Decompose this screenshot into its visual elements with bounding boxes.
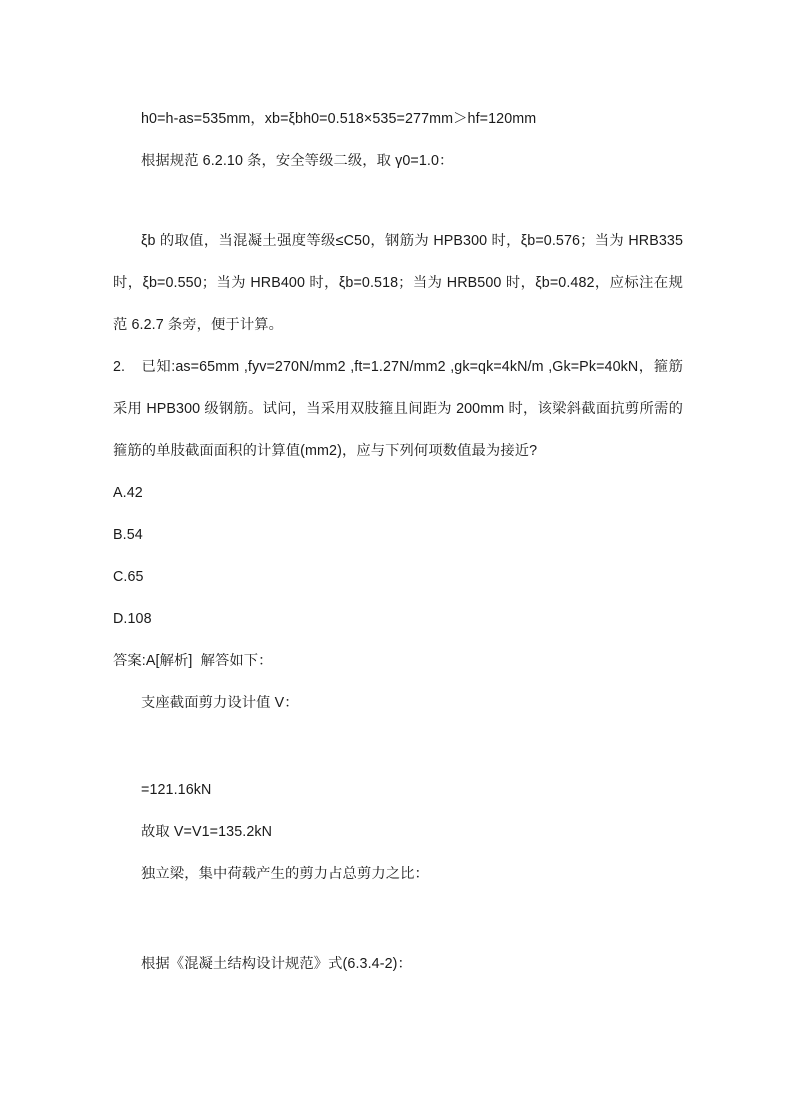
formula-image-slot-gamma — [113, 182, 683, 220]
formula-image-slot-ratio — [113, 895, 683, 943]
solution-ratio-note: 独立梁，集中荷载产生的剪力占总剪力之比： — [141, 866, 429, 882]
document-body — [113, 98, 683, 985]
solution-result-v: =121.16kN — [141, 782, 212, 798]
solution-step-shear-design: 支座截面剪力设计值 V： — [141, 695, 299, 711]
solution-code-reference: 根据《混凝土结构设计规范》式(6.3.4-2)： — [141, 956, 412, 972]
code-clause-6-2-10-line: 根据规范 6.2.10 条，安全等级二级，取 γ0=1.0： — [141, 153, 454, 169]
option-a[interactable]: A.42 — [113, 485, 143, 501]
question-item-2 — [113, 346, 683, 472]
option-b[interactable]: B.54 — [113, 527, 143, 543]
formula-line-h0: h0=h-as=535mm，xb=ξbh0=0.518×535=277mm＞hf=120mm — [141, 111, 537, 127]
paragraph-xib-values: ξb 的取值，当混凝土强度等级≤C50，钢筋为 HPB300 时，ξb=0.576；当为 HRB335 时，ξb=0.550；当为 HRB400 时，ξb=0.518；当为 HRB500 时，ξb=0.482，应标注在规范 6.2.7 条旁，便于计算。 — [113, 233, 683, 333]
option-d[interactable]: D.108 — [113, 611, 152, 627]
option-c[interactable]: C.65 — [113, 569, 144, 585]
answer-and-analysis-line: 答案:A[解析] 解答如下： — [113, 653, 273, 669]
question-stem: 已知:as=65mm ,fyv=270N/mm2 ,ft=1.27N/mm2 ,gk=qk=4kN/m ,Gk=Pk=40kN，箍筋采用 HPB300 级钢筋。试问，当采用双肢箍且间距为 200mm 时，该梁斜截面抗剪所需的箍筋的单肢截面面积的计算值(mm2)，应与下列何项数值最为接近? — [113, 359, 683, 459]
question-number: 2. — [113, 359, 126, 375]
solution-take-v: 故取 V=V1=135.2kN — [141, 824, 273, 840]
formula-image-slot-shear — [113, 724, 683, 769]
